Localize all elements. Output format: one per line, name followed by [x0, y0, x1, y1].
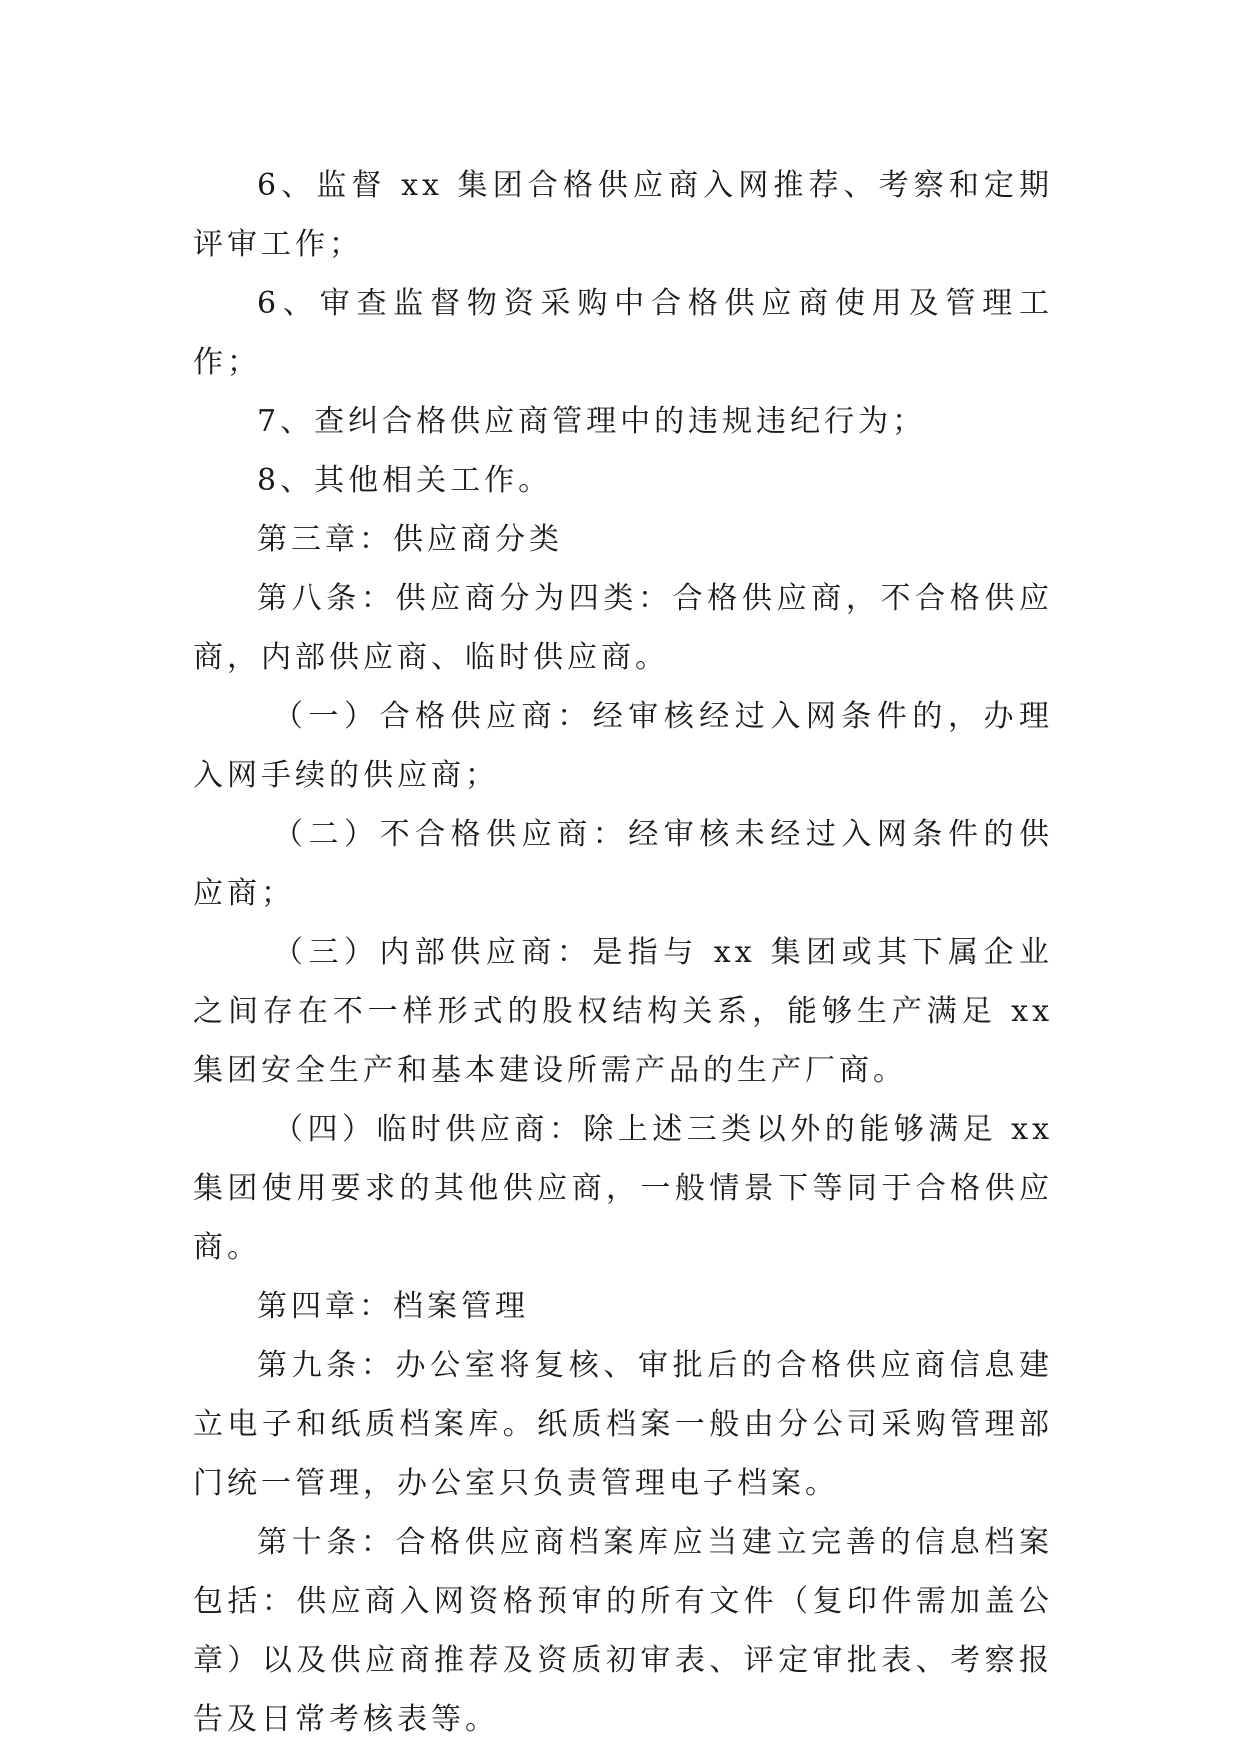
document-body	[193, 156, 1053, 1749]
paragraph-duty-7: 7、查纠合格供应商管理中的违规违纪行为；	[257, 404, 927, 439]
chapter-3-heading: 第三章：供应商分类	[257, 522, 563, 557]
paragraph-duty-8: 8、其他相关工作。	[257, 463, 553, 498]
article-8: 第八条：供应商分为四类：合格供应商，不合格供应商，内部供应商、临时供应商。	[193, 581, 1053, 675]
article-10: 第十条：合格供应商档案库应当建立完善的信息档案包括：供应商入网资格预审的所有文件（复印件需加盖公章）以及供应商推荐及资质初审表、评定审批表、考察报告及日常考核表等。	[193, 1525, 1053, 1737]
article-8-item-2: （二）不合格供应商：经审核未经过入网条件的供应商；	[193, 817, 1053, 911]
chapter-4-heading: 第四章：档案管理	[257, 1289, 529, 1324]
article-9: 第九条：办公室将复核、审批后的合格供应商信息建立电子和纸质档案库。纸质档案一般由分公司采购管理部门统一管理，办公室只负责管理电子档案。	[193, 1348, 1053, 1501]
article-8-item-3: （三）内部供应商：是指与 xx 集团或其下属企业之间存在不一样形式的股权结构关系，能够生产满足 xx 集团安全生产和基本建设所需产品的生产厂商。	[193, 935, 1053, 1088]
article-8-item-1: （一）合格供应商：经审核经过入网条件的，办理入网手续的供应商；	[193, 699, 1053, 793]
paragraph-duty-6-review: 6、审查监督物资采购中合格供应商使用及管理工作；	[193, 286, 1053, 380]
article-8-item-4: （四）临时供应商：除上述三类以外的能够满足 xx 集团使用要求的其他供应商，一般情景下等同于合格供应商。	[193, 1112, 1053, 1265]
paragraph-duty-6-supervise: 6、监督 xx 集团合格供应商入网推荐、考察和定期评审工作；	[193, 168, 1053, 262]
